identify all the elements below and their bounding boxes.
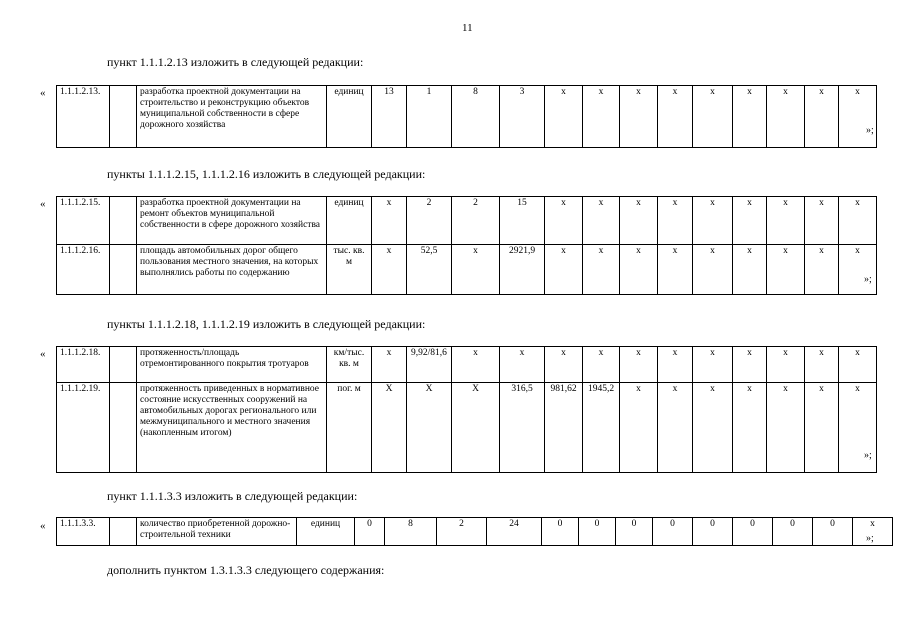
- value-cell: х: [658, 347, 693, 383]
- value-cell: х: [767, 197, 805, 245]
- unit-cell: единиц: [327, 197, 372, 245]
- value-cell: х: [372, 347, 407, 383]
- value-cell: х: [839, 347, 877, 383]
- value-cell: х: [583, 86, 620, 148]
- value-cell: х: [452, 347, 500, 383]
- value-cell: 0: [693, 518, 733, 546]
- value-cell: [110, 347, 137, 383]
- table-row: [57, 245, 877, 295]
- value-cell: Х: [372, 383, 407, 473]
- paragraph-intro-3: пункты 1.1.1.2.18, 1.1.1.2.19 изложить в следующей редакции:: [107, 317, 426, 331]
- value-cell: х: [620, 245, 658, 295]
- value-cell: х: [545, 347, 583, 383]
- value-cell: 0: [355, 518, 385, 546]
- value-cell: х: [767, 347, 805, 383]
- value-cell: х: [620, 383, 658, 473]
- value-cell: х: [583, 197, 620, 245]
- value-cell: х: [620, 347, 658, 383]
- paragraph-intro-1: пункт 1.1.1.2.13 изложить в следующей редакции:: [107, 55, 364, 69]
- value-cell: х: [839, 197, 877, 245]
- description-cell: количество приобретенной дорожно-строительной техники: [137, 518, 297, 546]
- value-cell: х: [372, 197, 407, 245]
- value-cell: 2: [437, 518, 487, 546]
- value-cell: 52,5: [407, 245, 452, 295]
- value-cell: 1945,2: [583, 383, 620, 473]
- close-quote-4: »;: [866, 533, 874, 544]
- value-cell: х: [839, 86, 877, 148]
- table-row: [57, 383, 877, 473]
- open-quote-3: «: [40, 348, 46, 360]
- value-cell: 2921,9: [500, 245, 545, 295]
- unit-cell: единиц: [327, 86, 372, 148]
- value-cell: 0: [542, 518, 579, 546]
- table-row: [57, 518, 893, 546]
- value-cell: 0: [733, 518, 773, 546]
- value-cell: х: [693, 383, 733, 473]
- paragraph-intro-4: пункт 1.1.1.3.3 изложить в следующей редакции:: [107, 489, 358, 503]
- description-cell: разработка проектной документации на строительство и реконструкцию объектов муниципальной собственности в сфере дорожного хозяйства: [137, 86, 327, 148]
- description-cell: разработка проектной документации на ремонт объектов муниципальной собственности в сфере дорожного хозяйства: [137, 197, 327, 245]
- close-quote-2: »;: [864, 274, 872, 285]
- value-cell: х: [658, 383, 693, 473]
- unit-cell: пог. м: [327, 383, 372, 473]
- value-cell: 24: [487, 518, 542, 546]
- value-cell: х: [545, 245, 583, 295]
- value-cell: [110, 383, 137, 473]
- table-row: [57, 197, 877, 245]
- value-cell: 8: [385, 518, 437, 546]
- description-cell: протяженность/площадь отремонтированного покрытия тротуаров: [137, 347, 327, 383]
- value-cell: х: [658, 197, 693, 245]
- table-3: [56, 346, 877, 473]
- value-cell: 981,62: [545, 383, 583, 473]
- value-cell: 8: [452, 86, 500, 148]
- value-cell: х: [658, 86, 693, 148]
- description-cell: протяженность приведенных в нормативное состояние искусственных сооружений на автомобильных дорогах регионального или межмуниципального и местного значения (накопленным итогом): [137, 383, 327, 473]
- item-number-cell: 1.1.1.2.16.: [57, 245, 110, 295]
- open-quote-4: «: [40, 520, 46, 532]
- value-cell: 3: [500, 86, 545, 148]
- value-cell: х: [733, 86, 767, 148]
- paragraph-intro-2: пункты 1.1.1.2.15, 1.1.1.2.16 изложить в следующей редакции:: [107, 167, 426, 181]
- open-quote-1: «: [40, 87, 46, 99]
- value-cell: х: [620, 86, 658, 148]
- value-cell: 2: [407, 197, 452, 245]
- value-cell: 1: [407, 86, 452, 148]
- unit-cell: км/тыс. кв. м: [327, 347, 372, 383]
- value-cell: х: [839, 383, 877, 473]
- value-cell: 0: [616, 518, 653, 546]
- value-cell: [110, 86, 137, 148]
- table-row: [57, 347, 877, 383]
- value-cell: х: [693, 347, 733, 383]
- unit-cell: единиц: [297, 518, 355, 546]
- value-cell: х: [805, 245, 839, 295]
- value-cell: х: [733, 245, 767, 295]
- value-cell: х: [372, 245, 407, 295]
- value-cell: х: [693, 245, 733, 295]
- value-cell: х: [545, 86, 583, 148]
- page-number: 11: [462, 22, 473, 34]
- open-quote-2: «: [40, 198, 46, 210]
- value-cell: Х: [452, 383, 500, 473]
- value-cell: х: [805, 86, 839, 148]
- value-cell: х: [839, 245, 877, 295]
- table-2: [56, 196, 877, 295]
- value-cell: Х: [407, 383, 452, 473]
- item-number-cell: 1.1.1.3.3.: [57, 518, 110, 546]
- value-cell: 0: [773, 518, 813, 546]
- value-cell: х: [805, 197, 839, 245]
- value-cell: 13: [372, 86, 407, 148]
- value-cell: х: [693, 86, 733, 148]
- value-cell: х: [733, 347, 767, 383]
- description-cell: площадь автомобильных дорог общего пользования местного значения, на которых выполнялись работы по содержанию: [137, 245, 327, 295]
- unit-cell: тыс. кв. м: [327, 245, 372, 295]
- close-quote-1: »;: [866, 125, 874, 136]
- value-cell: 0: [653, 518, 693, 546]
- value-cell: [110, 518, 137, 546]
- value-cell: 0: [579, 518, 616, 546]
- value-cell: х: [658, 245, 693, 295]
- value-cell: х: [853, 518, 893, 546]
- value-cell: х: [767, 86, 805, 148]
- value-cell: х: [545, 197, 583, 245]
- value-cell: 2: [452, 197, 500, 245]
- value-cell: х: [733, 383, 767, 473]
- value-cell: х: [583, 245, 620, 295]
- value-cell: х: [620, 197, 658, 245]
- table-1: [56, 85, 877, 148]
- table-4: [56, 517, 893, 546]
- item-number-cell: 1.1.1.2.15.: [57, 197, 110, 245]
- item-number-cell: 1.1.1.2.13.: [57, 86, 110, 148]
- value-cell: [110, 197, 137, 245]
- value-cell: х: [733, 197, 767, 245]
- value-cell: х: [805, 383, 839, 473]
- value-cell: х: [767, 383, 805, 473]
- item-number-cell: 1.1.1.2.19.: [57, 383, 110, 473]
- value-cell: х: [583, 347, 620, 383]
- value-cell: х: [500, 347, 545, 383]
- value-cell: х: [805, 347, 839, 383]
- close-quote-3: »;: [864, 450, 872, 461]
- table-row: [57, 86, 877, 148]
- paragraph-intro-5: дополнить пунктом 1.3.1.3.3 следующего содержания:: [107, 563, 385, 577]
- value-cell: [110, 245, 137, 295]
- value-cell: 0: [813, 518, 853, 546]
- value-cell: х: [767, 245, 805, 295]
- value-cell: 9,92/81,6: [407, 347, 452, 383]
- item-number-cell: 1.1.1.2.18.: [57, 347, 110, 383]
- value-cell: х: [452, 245, 500, 295]
- value-cell: х: [693, 197, 733, 245]
- value-cell: 15: [500, 197, 545, 245]
- value-cell: 316,5: [500, 383, 545, 473]
